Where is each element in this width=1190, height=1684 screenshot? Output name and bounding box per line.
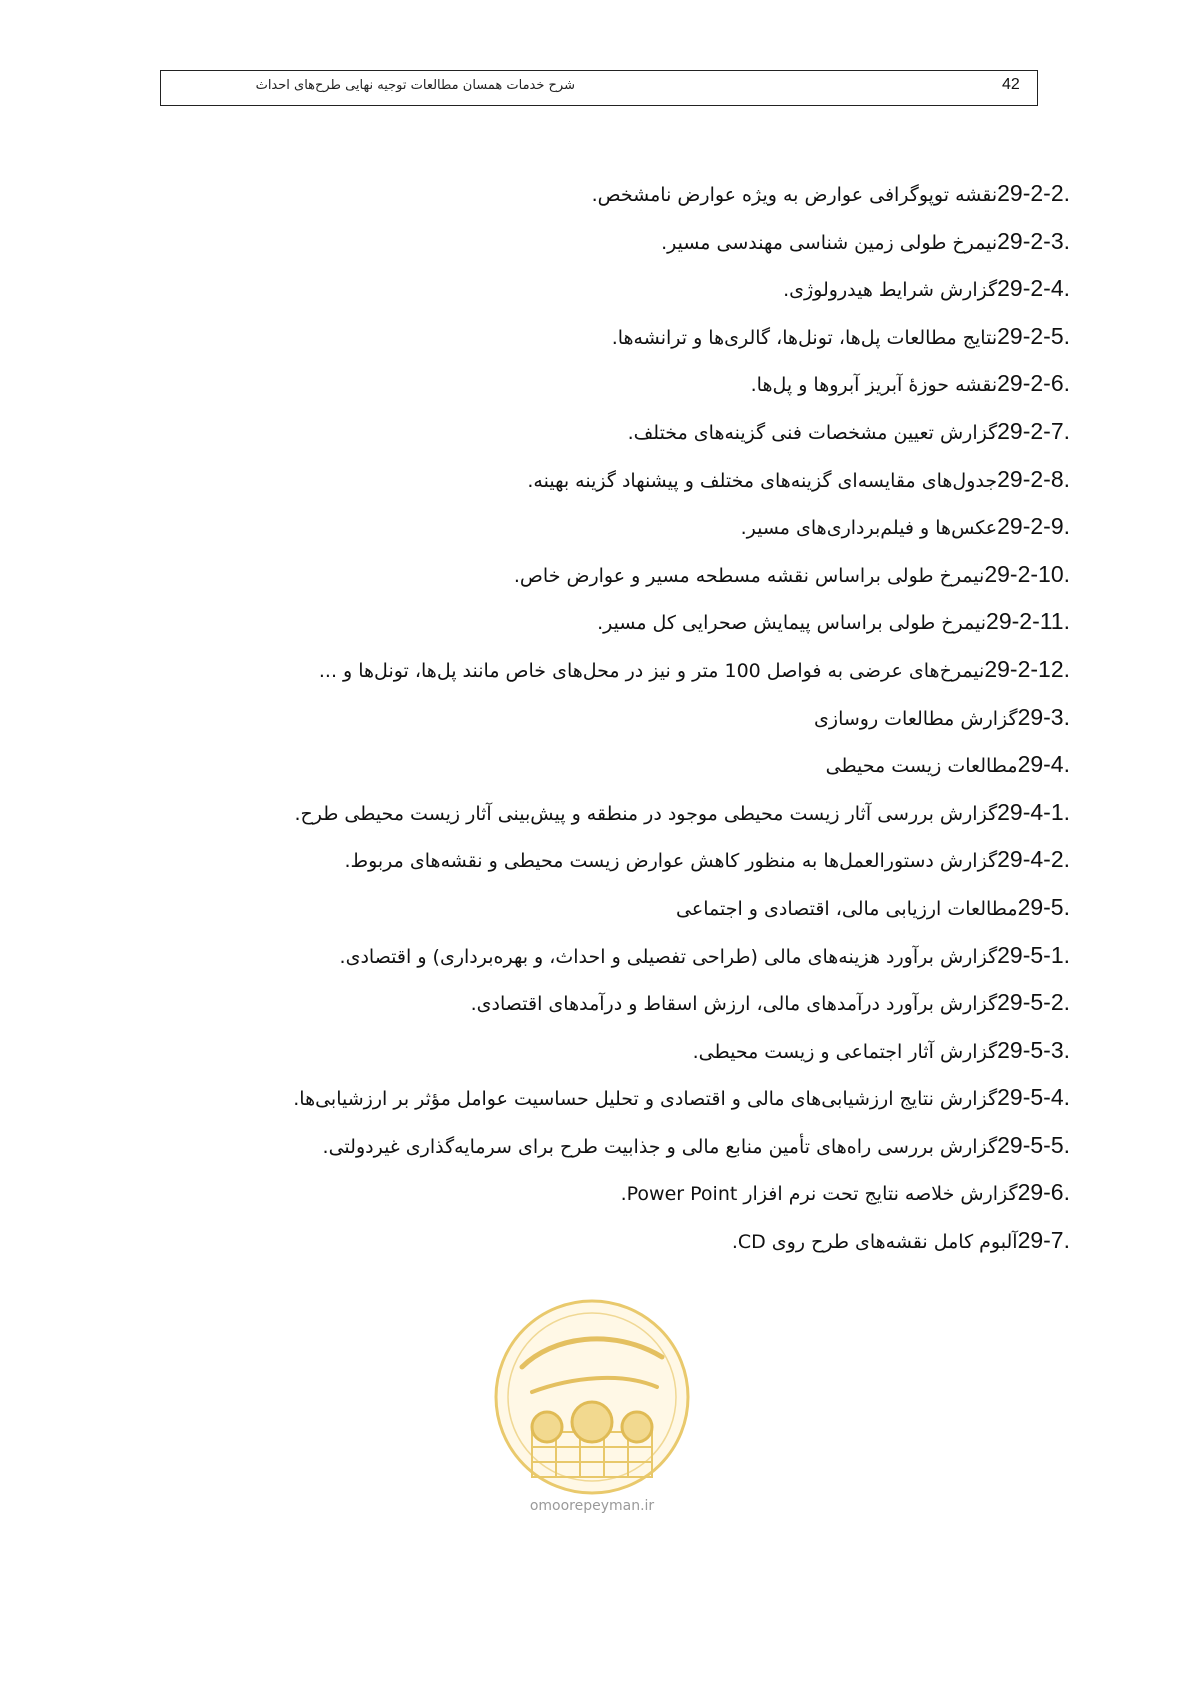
item-number: 29-2-7. bbox=[997, 417, 1070, 444]
item-number: 29-2-6. bbox=[997, 370, 1070, 397]
list-item bbox=[90, 932, 1070, 980]
list-item bbox=[90, 1122, 1070, 1170]
item-number: 29-6. bbox=[1017, 1179, 1070, 1206]
item-number: 29-5-4. bbox=[997, 1084, 1070, 1111]
item-number: 29-2-8. bbox=[997, 465, 1070, 492]
item-number: 29-7. bbox=[1017, 1227, 1070, 1254]
item-text: گزارش مطالعات روسازی bbox=[814, 707, 1018, 730]
item-number: 29-4-1. bbox=[997, 798, 1070, 825]
item-number: 29-4-2. bbox=[997, 846, 1070, 873]
item-text: مطالعات زیست محیطی bbox=[825, 755, 1018, 778]
item-text: گزارش بررسی راه‌های تأمین منابع مالی و جذابیت طرح برای سرمایه‌گذاری غیردولتی. bbox=[322, 1135, 998, 1158]
header-title: شرح خدمات همسان مطالعات توجیه نهایی طرح‌های احداث bbox=[255, 78, 575, 93]
item-number: 29-5-3. bbox=[997, 1036, 1070, 1063]
item-number: 29-2-10. bbox=[984, 560, 1070, 587]
list-item bbox=[90, 646, 1070, 694]
item-text: گزارش خلاصه نتایج تحت نرم افزار Power Point. bbox=[620, 1183, 1018, 1206]
item-list bbox=[90, 170, 1070, 1265]
item-text: جدول‌های مقایسه‌ای گزینه‌های مختلف و پیشنهاد گزینه بهینه. bbox=[527, 469, 998, 492]
item-number: 29-2-12. bbox=[984, 655, 1070, 682]
item-number: 29-2-5. bbox=[997, 322, 1070, 349]
item-text: گزارش تعیین مشخصات فنی گزینه‌های مختلف. bbox=[627, 421, 998, 444]
list-item bbox=[90, 979, 1070, 1027]
item-number: 29-4. bbox=[1017, 751, 1070, 778]
item-number: 29-5-2. bbox=[997, 989, 1070, 1016]
item-number: 29-2-11. bbox=[986, 608, 1070, 635]
list-item bbox=[90, 741, 1070, 789]
list-item bbox=[90, 1217, 1070, 1265]
list-item bbox=[90, 1169, 1070, 1217]
item-number: 29-3. bbox=[1017, 703, 1070, 730]
item-text: نیمرخ طولی زمین شناسی مهندسی مسیر. bbox=[661, 231, 998, 254]
item-text: نیمرخ‌های عرضی به فواصل 100 متر و نیز در محل‌های خاص مانند پل‌ها، تونل‌ها و ... bbox=[318, 659, 985, 682]
list-item bbox=[90, 1027, 1070, 1075]
item-text: آلبوم کامل نقشه‌های طرح روی CD. bbox=[731, 1231, 1018, 1254]
item-number: 29-2-2. bbox=[997, 180, 1070, 206]
list-item bbox=[90, 408, 1070, 456]
item-number: 29-2-4. bbox=[997, 275, 1070, 302]
list-item bbox=[90, 884, 1070, 932]
list-item bbox=[90, 503, 1070, 551]
item-text: گزارش نتایج ارزشیابی‌های مالی و اقتصادی و تحلیل حساسیت عوامل مؤثر بر ارزشیابی‌ها. bbox=[293, 1088, 998, 1111]
item-text: گزارش برآورد درآمدهای مالی، ارزش اسقاط و درآمدهای اقتصادی. bbox=[470, 993, 998, 1016]
list-item bbox=[90, 598, 1070, 646]
item-number: 29-5. bbox=[1017, 893, 1070, 920]
item-text: مطالعات ارزیابی مالی، اقتصادی و اجتماعی bbox=[676, 897, 1018, 920]
item-text: گزارش برآورد هزینه‌های مالی (طراحی تفصیلی و احداث، و بهره‌برداری) و اقتصادی. bbox=[339, 945, 998, 968]
item-text: گزارش بررسی آثار زیست محیطی موجود در منطقه و پیش‌بینی آثار زیست محیطی طرح. bbox=[294, 802, 998, 825]
list-item bbox=[90, 456, 1070, 504]
watermark-logo bbox=[492, 1297, 692, 1497]
page-number: 42 bbox=[1002, 76, 1020, 93]
item-text: نیمرخ طولی براساس نقشه مسطحه مسیر و عوارض خاص. bbox=[513, 564, 985, 587]
list-item bbox=[90, 1074, 1070, 1122]
item-number: 29-5-1. bbox=[997, 941, 1070, 968]
item-text: گزارش شرایط هیدرولوژی. bbox=[783, 279, 998, 302]
item-text: عکس‌ها و فیلم‌برداری‌های مسیر. bbox=[740, 517, 998, 540]
item-text: نقشه حوزهٔ آبریز آبروها و پل‌ها. bbox=[750, 374, 998, 397]
list-item bbox=[90, 218, 1070, 266]
item-number: 29-2-9. bbox=[997, 513, 1070, 540]
list-item bbox=[90, 836, 1070, 884]
list-item bbox=[90, 265, 1070, 313]
item-text: نتایج مطالعات پل‌ها، تونل‌ها، گالری‌ها و ترانشه‌ها. bbox=[611, 326, 998, 349]
list-item bbox=[90, 313, 1070, 361]
list-item bbox=[90, 789, 1070, 837]
item-number: 29-2-3. bbox=[997, 227, 1070, 254]
item-text: گزارش دستورالعمل‌ها به منظور کاهش عوارض زیست محیطی و نقشه‌های مربوط. bbox=[344, 850, 998, 873]
list-item bbox=[90, 170, 1070, 218]
item-number: 29-5-5. bbox=[997, 1131, 1070, 1158]
list-item bbox=[90, 551, 1070, 599]
list-item bbox=[90, 694, 1070, 742]
list-item bbox=[90, 360, 1070, 408]
item-text: گزارش آثار اجتماعی و زیست محیطی. bbox=[692, 1040, 998, 1063]
item-text: نقشه توپوگرافی عوارض به ویژه عوارض نامشخص. bbox=[591, 184, 998, 206]
item-text: نیمرخ طولی براساس پیمایش صحرایی کل مسیر. bbox=[597, 612, 987, 635]
watermark-website: omoorepeyman.ir bbox=[529, 1498, 655, 1514]
